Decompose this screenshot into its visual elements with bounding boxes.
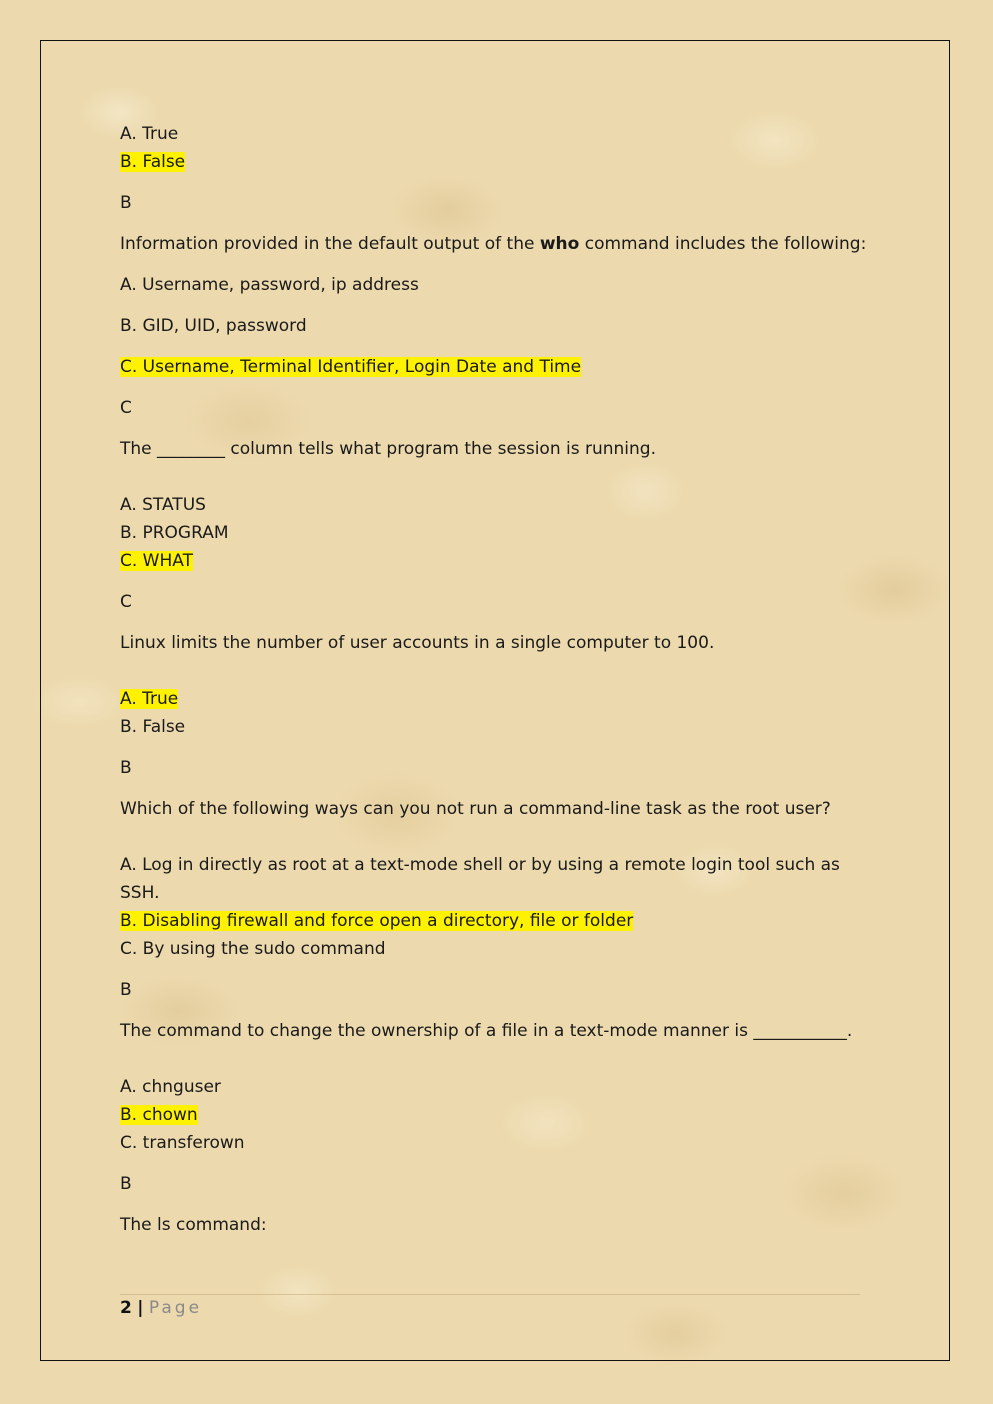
- page-footer: [120, 1294, 860, 1321]
- answer-letter: B: [120, 1174, 132, 1194]
- footer-separator: |: [137, 1298, 144, 1318]
- page-label: Page: [148, 1298, 203, 1318]
- document-body: [120, 120, 880, 1239]
- option-b: B. False: [120, 717, 186, 737]
- question-text: [120, 230, 880, 258]
- option-b: B. GID, UID, password: [120, 316, 307, 336]
- answer-letter: B: [120, 758, 132, 778]
- answer-letter: B: [120, 193, 132, 213]
- option-a: A. STATUS: [120, 495, 206, 515]
- question-text: Which of the following ways can you not run a command-line task as the root user?: [120, 799, 831, 819]
- option-b-highlighted: B. chown: [120, 1105, 198, 1125]
- option-c-highlighted: C. WHAT: [120, 551, 193, 571]
- question-text: The ls command:: [120, 1215, 267, 1235]
- answer-letter: B: [120, 980, 132, 1000]
- option-c: C. transferown: [120, 1133, 245, 1153]
- question-text-part: command includes the following:: [579, 234, 867, 254]
- option-c: C. By using the sudo command: [120, 939, 386, 959]
- option-b: B. PROGRAM: [120, 523, 229, 543]
- question-text: The ________ column tells what program the session is running.: [120, 439, 656, 459]
- option-a: A. Username, password, ip address: [120, 275, 419, 295]
- option-c-highlighted: C. Username, Terminal Identifier, Login Date and Time: [120, 357, 582, 377]
- question-text: The command to change the ownership of a file in a text-mode manner is ___________.: [120, 1021, 853, 1041]
- option-a: A. Log in directly as root at a text-mode shell or by using a remote login tool such as SSH.: [120, 855, 840, 903]
- option-b-highlighted: B. Disabling firewall and force open a directory, file or folder: [120, 911, 634, 931]
- question-text-part: Information provided in the default output of the: [120, 234, 540, 254]
- answer-letter: C: [120, 592, 132, 612]
- option-a: A. chnguser: [120, 1077, 221, 1097]
- option-a-highlighted: A. True: [120, 689, 179, 709]
- question-text: Linux limits the number of user accounts in a single computer to 100.: [120, 633, 715, 653]
- answer-letter: C: [120, 398, 132, 418]
- option-b-highlighted: B. False: [120, 152, 186, 172]
- command-name: who: [539, 234, 580, 254]
- option-a: A. True: [120, 124, 179, 144]
- page-number: 2: [120, 1298, 132, 1318]
